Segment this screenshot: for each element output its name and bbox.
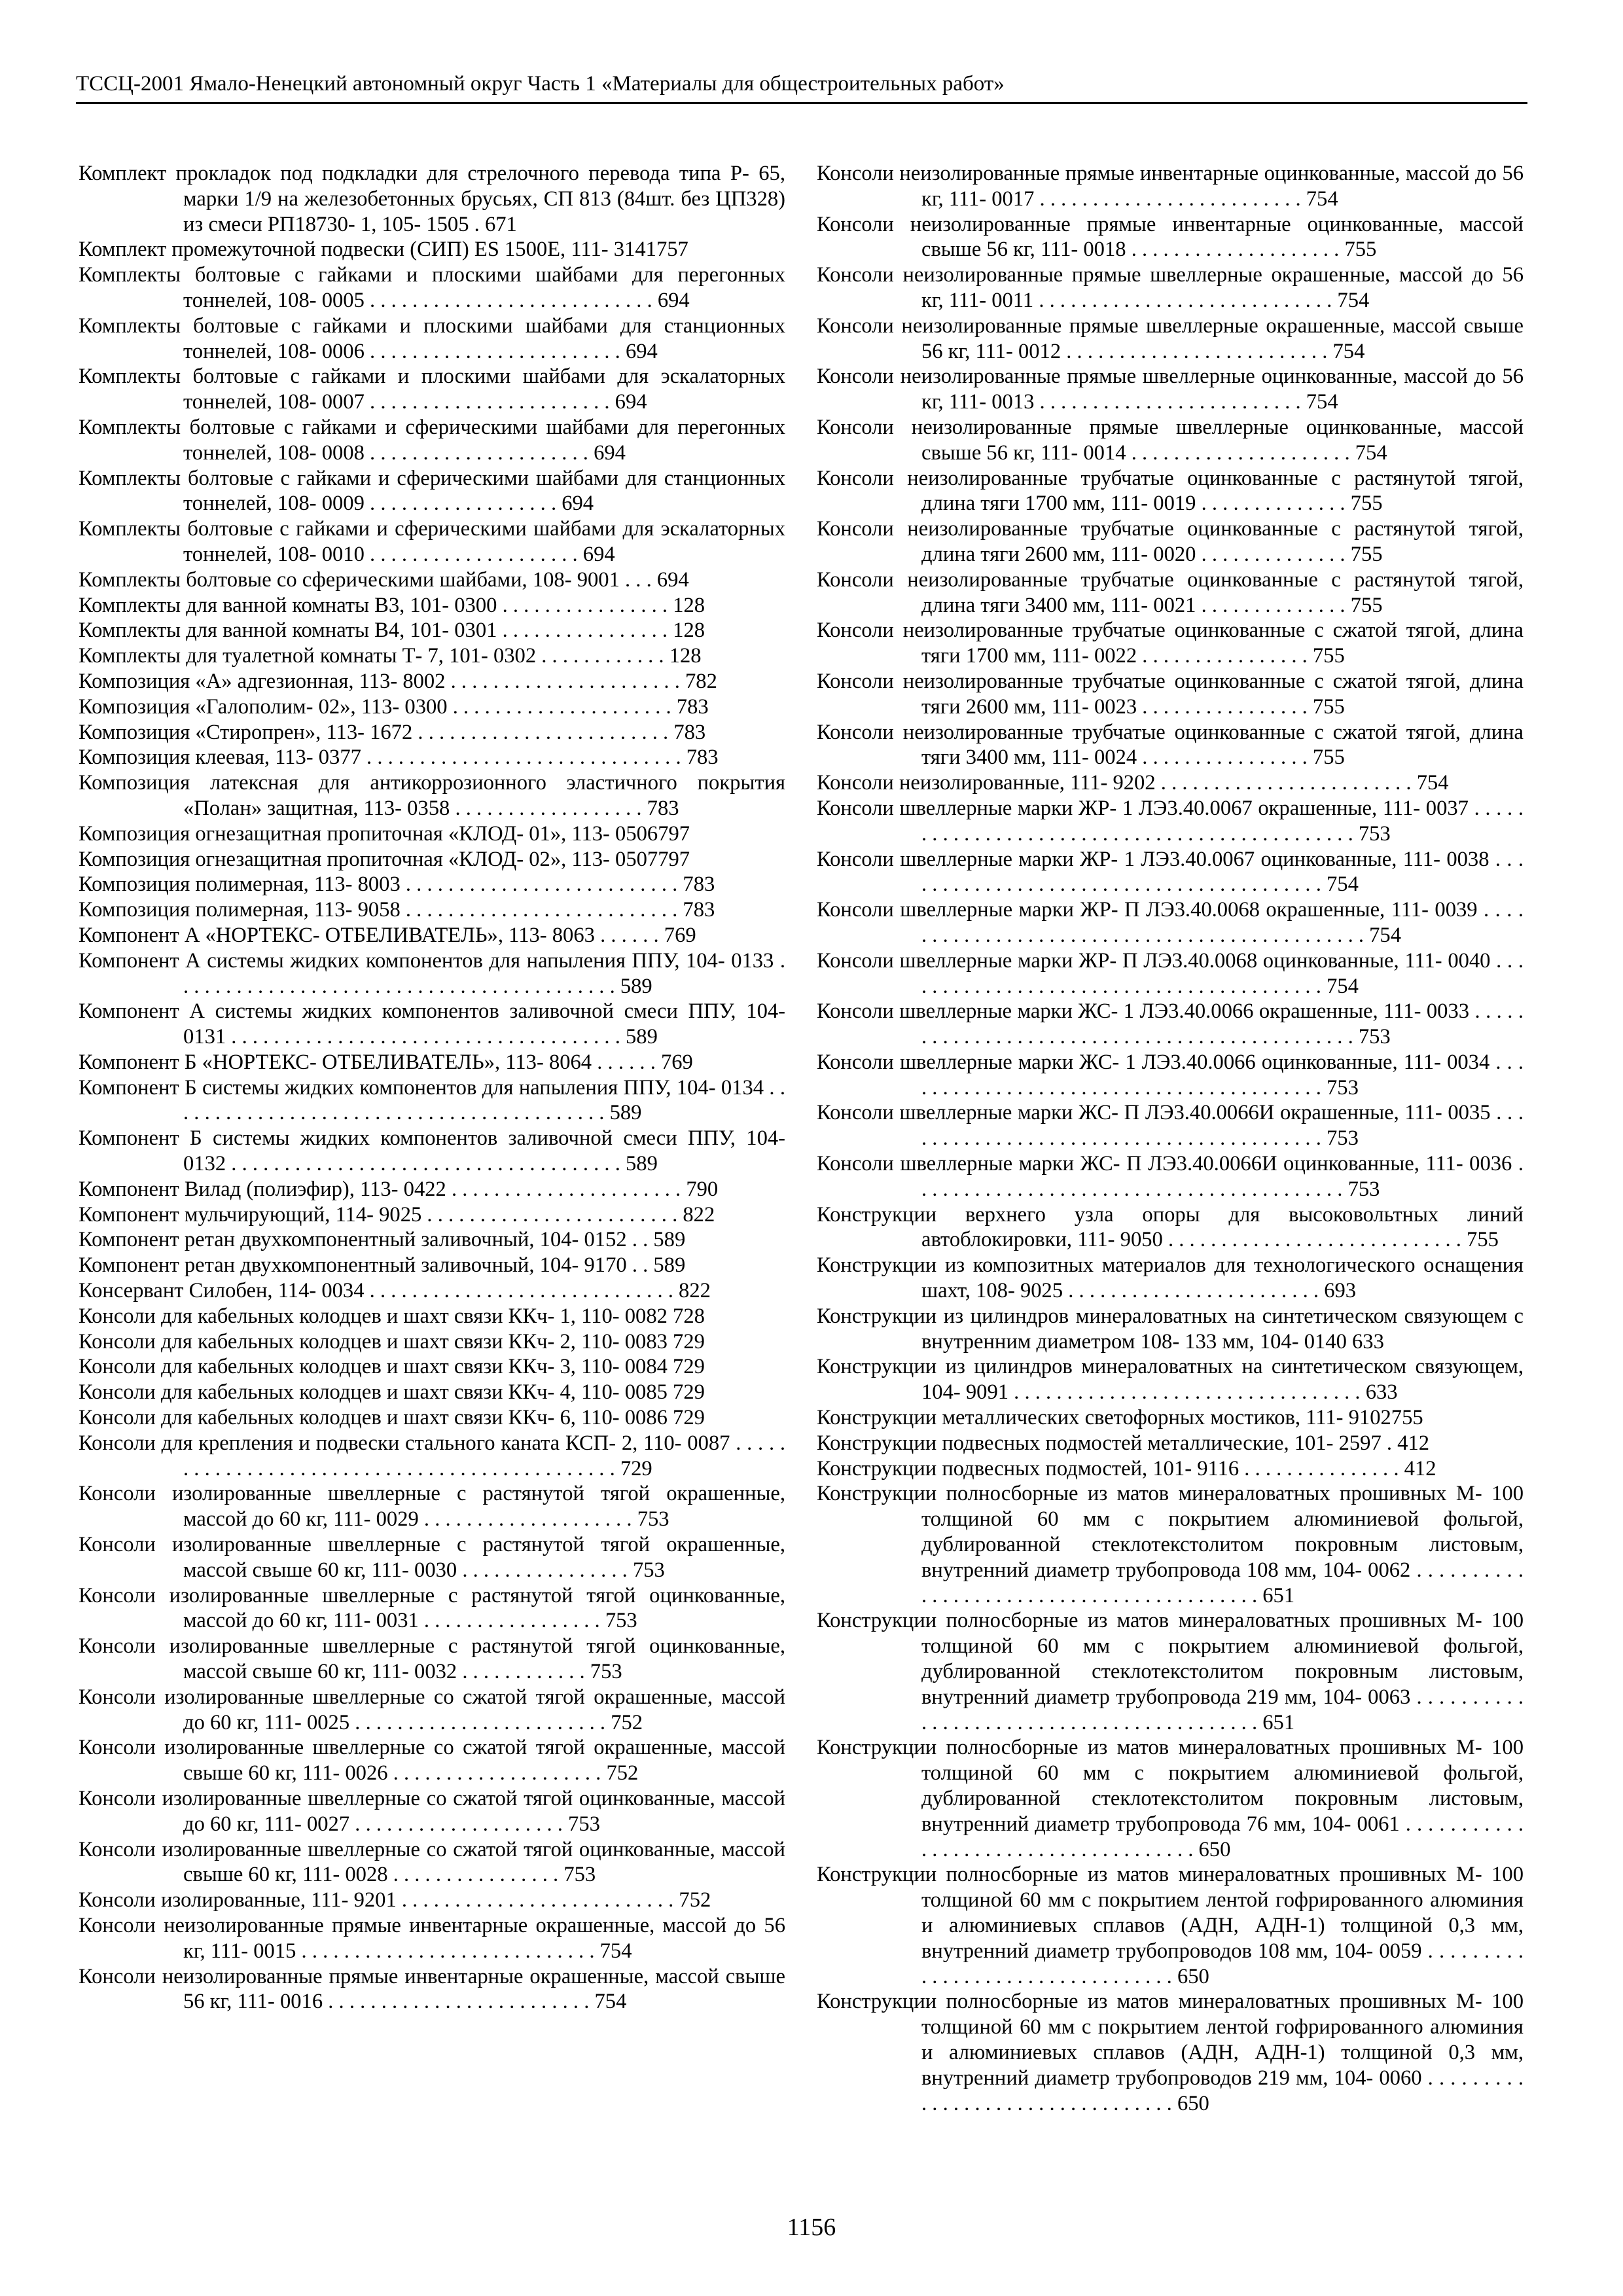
index-entry: Конструкции полносборные из матов минераловатных прошивных М- 100 толщиной 60 мм с покрытием лентой гофрированного алюминия и алюминиевых сплавов (АДН, АДН-1) толщиной 0,3 мм, внутренний диаметр трубопроводов 108 мм, 104- 0059 . . . . . . . . . . . . . . . . . . . . . . . . . . . . . . . . . 650 xyxy=(817,1863,1524,1988)
index-entry: Комплект промежуточной подвески (СИП) ES 1500E, 111- 3141757 xyxy=(79,238,688,262)
index-entry: Консоли неизолированные трубчатые оцинкованные с растянутой тягой, длина тяги 3400 мм, 111- 0021 . . . . . . . . . . . . . . 755 xyxy=(817,567,1524,617)
index-entry: Консоли изолированные швеллерные с растянутой тягой оцинкованные, массой свыше 60 кг, 111- 0032 . . . . . . . . . . . . 753 xyxy=(79,1634,785,1684)
page-number: 1156 xyxy=(787,2214,836,2241)
index-entry: Консоли для крепления и подвески стального каната КСП- 2, 110- 0087 . . . . . . . . . . . . . . . . . . . . . . . . . . . . . . . . . . . . . . . . . . . . . . 729 xyxy=(79,1431,785,1480)
index-entry: Консоли неизолированные прямые инвентарные окрашенные, массой до 56 кг, 111- 0015 . . . . . . . . . . . . . . . . . . . . . . . . . . . . 754 xyxy=(79,1913,785,1963)
index-entry: Консоли изолированные швеллерные с растянутой тягой окрашенные, массой свыше 60 кг, 111- 0030 . . . . . . . . . . . . . . . . 753 xyxy=(79,1533,785,1582)
index-entry: Конструкции из цилиндров минераловатных на синтетическом связующем, 104- 9091 . . . . . . . . . . . . . . . . . . . . . . . . . . . . . . . . . 633 xyxy=(817,1355,1524,1405)
index-entry: Компонент Б системы жидких компонентов заливочной смеси ППУ, 104- 0132 . . . . . . . . . . . . . . . . . . . . . . . . . . . . . . . . . . . . . 589 xyxy=(79,1126,785,1176)
index-entry: Конструкции из композитных материалов для технологического оснащения шахт, 108- 9025 . . . . . . . . . . . . . . . . . . . . . . . . 693 xyxy=(817,1253,1524,1303)
index-entry: Компонент мульчирующий, 114- 9025 . . . . . . . . . . . . . . . . . . . . . . . . 822 xyxy=(79,1202,715,1227)
index-entry: Компонент А системы жидких компонентов заливочной смеси ППУ, 104- 0131 . . . . . . . . . . . . . . . . . . . . . . . . . . . . . . . . . . . . . 589 xyxy=(79,999,785,1049)
index-entry: Консоли швеллерные марки ЖР- 1 ЛЭ3.40.0067 оцинкованные, 111- 0038 . . . . . . . . . . . . . . . . . . . . . . . . . . . . . . . . . . . . . . . . . 754 xyxy=(817,847,1524,897)
index-entry: Консоли изолированные швеллерные со сжатой тягой оцинкованные, массой свыше 60 кг, 111- 0028 . . . . . . . . . . . . . . . . 753 xyxy=(79,1837,785,1887)
index-entry: Комплекты болтовые с гайками и сферическими шайбами для станционных тоннелей, 108- 0009 . . . . . . . . . . . . . . . . . . 694 xyxy=(79,466,785,516)
index-entry: Конструкции полносборные из матов минераловатных прошивных М- 100 толщиной 60 мм с покрытием алюминиевой фольгой, дублированной стеклотекстолитом покровным листовым, внутренний диаметр трубопровода 219 мм, 104- 0063 . . . . . . . . . . . . . . . . . . . . . . . . . . . . . . . . . . . . . . . . . . 651 xyxy=(817,1609,1524,1734)
index-entry: Комплекты болтовые со сферическими шайбами, 108- 9001 . . . 694 xyxy=(79,567,689,592)
index-entry: Консоли для кабельных колодцев и шахт связи ККч- 3, 110- 0084 729 xyxy=(79,1355,705,1379)
index-entry: Комплекты для ванной комнаты В3, 101- 0300 . . . . . . . . . . . . . . . . 128 xyxy=(79,593,705,617)
index-entry: Конструкции подвесных подмостей металлические, 101- 2597 . 412 xyxy=(817,1431,1430,1455)
index-entry: Консоли изолированные швеллерные с растянутой тягой оцинкованные, массой до 60 кг, 111- 0031 . . . . . . . . . . . . . . . . . 753 xyxy=(79,1583,785,1633)
index-entry: Композиция «Галополим- 02», 113- 0300 . . . . . . . . . . . . . . . . . . . . . 783 xyxy=(79,694,709,719)
index-entry: Консоли неизолированные трубчатые оцинкованные с сжатой тягой, длина тяги 2600 мм, 111- 0023 . . . . . . . . . . . . . . . . 755 xyxy=(817,669,1524,719)
index-entry: Консоли для кабельных колодцев и шахт связи ККч- 1, 110- 0082 728 xyxy=(79,1304,705,1328)
index-entry: Композиция огнезащитная пропиточная «КЛОД- 01», 113- 0506797 xyxy=(79,821,690,846)
index-column-right xyxy=(817,161,1524,2116)
index-entry: Комплект прокладок под подкладки для стрелочного перевода типа Р- 65, марки 1/9 на железобетонных брусьях, СП 813 (84шт. без ЦП328) из смеси РП18730- 1, 105- 1505 . 671 xyxy=(79,162,785,236)
index-entry: Комплекты для ванной комнаты В4, 101- 0301 . . . . . . . . . . . . . . . . 128 xyxy=(79,619,705,643)
index-entry: Компонент Вилад (полиэфир), 113- 0422 . . . . . . . . . . . . . . . . . . . . . . 790 xyxy=(79,1177,719,1201)
index-entry: Консоли неизолированные трубчатые оцинкованные с сжатой тягой, длина тяги 3400 мм, 111- 0024 . . . . . . . . . . . . . . . . 755 xyxy=(817,720,1524,770)
index-entry: Консервант Силобен, 114- 0034 . . . . . . . . . . . . . . . . . . . . . . . . . . . . . 822 xyxy=(79,1279,711,1303)
index-entry: Консоли швеллерные марки ЖР- П ЛЭ3.40.0068 оцинкованные, 111- 0040 . . . . . . . . . . . . . . . . . . . . . . . . . . . . . . . . . . . . . . . . . 754 xyxy=(817,948,1524,998)
index-entry: Комплекты болтовые с гайками и сферическими шайбами для перегонных тоннелей, 108- 0008 . . . . . . . . . . . . . . . . . . . . . 694 xyxy=(79,415,785,465)
index-entry: Консоли неизолированные трубчатые оцинкованные с сжатой тягой, длина тяги 1700 мм, 111- 0022 . . . . . . . . . . . . . . . . 755 xyxy=(817,619,1524,668)
index-entry: Композиция огнезащитная пропиточная «КЛОД- 02», 113- 0507797 xyxy=(79,847,690,871)
index-entry: Конструкции из цилиндров минераловатных на синтетическом связующем с внутренним диаметром 108- 133 мм, 104- 0140 633 xyxy=(817,1304,1524,1354)
index-entry: Консоли швеллерные марки ЖС- 1 ЛЭ3.40.0066 оцинкованные, 111- 0034 . . . . . . . . . . . . . . . . . . . . . . . . . . . . . . . . . . . . . . . . . 753 xyxy=(817,1050,1524,1100)
index-entry: Консоли изолированные швеллерные со сжатой тягой окрашенные, массой до 60 кг, 111- 0025 . . . . . . . . . . . . . . . . . . . . . . . . 752 xyxy=(79,1685,785,1734)
index-entry: Конструкции полносборные из матов минераловатных прошивных М- 100 толщиной 60 мм с покрытием лентой гофрированного алюминия и алюминиевых сплавов (АДН, АДН-1) толщиной 0,3 мм, внутренний диаметр трубопроводов 219 мм, 104- 0060 . . . . . . . . . . . . . . . . . . . . . . . . . . . . . . . . . 650 xyxy=(817,1990,1524,2115)
index-entry: Консоли неизолированные прямые швеллерные окрашенные, массой до 56 кг, 111- 0011 . . . . . . . . . . . . . . . . . . . . . . . . . . . . 754 xyxy=(817,263,1524,312)
index-entry: Компонент ретан двухкомпонентный заливочный, 104- 0152 . . 589 xyxy=(79,1228,686,1252)
index-entry: Композиция полимерная, 113- 8003 . . . . . . . . . . . . . . . . . . . . . . . . . . 783 xyxy=(79,872,715,897)
index-entry: Композиция «Стиропрен», 113- 1672 . . . . . . . . . . . . . . . . . . . . . . . . 783 xyxy=(79,720,706,744)
index-entry: Консоли неизолированные, 111- 9202 . . . . . . . . . . . . . . . . . . . . . . . . 754 xyxy=(817,771,1449,795)
index-entry: Композиция клеевая, 113- 0377 . . . . . . . . . . . . . . . . . . . . . . . . . . . . . . 783 xyxy=(79,745,719,770)
index-entry: Конструкции металлических светофорных мостиков, 111- 9102755 xyxy=(817,1406,1423,1430)
index-entry: Консоли неизолированные прямые швеллерные окрашенные, массой свыше 56 кг, 111- 0012 . . . . . . . . . . . . . . . . . . . . . . . . . 754 xyxy=(817,314,1524,363)
index-entry: Консоли неизолированные трубчатые оцинкованные с растянутой тягой, длина тяги 2600 мм, 111- 0020 . . . . . . . . . . . . . . 755 xyxy=(817,517,1524,566)
page-header: ТССЦ-2001 Ямало-Ненецкий автономный округ Часть 1 «Материалы для общестроительных работ» xyxy=(76,69,1527,104)
index-entry: Консоли швеллерные марки ЖР- 1 ЛЭ3.40.0067 окрашенные, 111- 0037 . . . . . . . . . . . . . . . . . . . . . . . . . . . . . . . . . . . . . . . . . . . . . . 753 xyxy=(817,796,1524,846)
index-column-left xyxy=(79,161,785,2015)
index-entry: Консоли неизолированные прямые швеллерные оцинкованные, массой свыше 56 кг, 111- 0014 . . . . . . . . . . . . . . . . . . . . . 754 xyxy=(817,415,1524,465)
index-entry: Композиция «А» адгезионная, 113- 8002 . . . . . . . . . . . . . . . . . . . . . . 782 xyxy=(79,669,717,693)
index-entry: Компонент А «НОРТЕКС- ОТБЕЛИВАТЕЛЬ», 113- 8063 . . . . . . 769 xyxy=(79,923,696,947)
index-entry: Консоли для кабельных колодцев и шахт связи ККч- 2, 110- 0083 729 xyxy=(79,1329,705,1354)
index-entry: Компонент Б «НОРТЕКС- ОТБЕЛИВАТЕЛЬ», 113- 8064 . . . . . . 769 xyxy=(79,1050,693,1074)
index-entry: Консоли для кабельных колодцев и шахт связи ККч- 6, 110- 0086 729 xyxy=(79,1406,705,1430)
index-entry: Консоли швеллерные марки ЖС- П ЛЭ3.40.0066И оцинкованные, 111- 0036 . . . . . . . . . . . . . . . . . . . . . . . . . . . . . . . . . . . . . . . . . 753 xyxy=(817,1152,1524,1201)
index-entry: Консоли неизолированные прямые инвентарные оцинкованные, массой до 56 кг, 111- 0017 . . . . . . . . . . . . . . . . . . . . . . . . . 754 xyxy=(817,162,1524,211)
index-entry: Конструкции полносборные из матов минераловатных прошивных М- 100 толщиной 60 мм с покрытием алюминиевой фольгой, дублированной стеклотекстолитом покровным листовым, внутренний диаметр трубопровода 108 мм, 104- 0062 . . . . . . . . . . . . . . . . . . . . . . . . . . . . . . . . . . . . . . . . . . 651 xyxy=(817,1482,1524,1607)
index-entry: Композиция латексная для антикоррозионного эластичного покрытия «Полан» защитная, 113- 0358 . . . . . . . . . . . . . . . . . . 783 xyxy=(79,771,785,820)
index-entry: Комплекты болтовые с гайками и плоскими шайбами для станционных тоннелей, 108- 0006 . . . . . . . . . . . . . . . . . . . . . . . . 694 xyxy=(79,314,785,363)
index-entry: Консоли для кабельных колодцев и шахт связи ККч- 4, 110- 0085 729 xyxy=(79,1380,705,1405)
index-entry: Конструкции верхнего узла опоры для высоковольтных линий автоблокировки, 111- 9050 . . . . . . . . . . . . . . . . . . . . . . . . . . . . 755 xyxy=(817,1202,1524,1252)
index-entry: Конструкции подвесных подмостей, 101- 9116 . . . . . . . . . . . . . . . 412 xyxy=(817,1456,1436,1480)
index-entry: Консоли изолированные швеллерные со сжатой тягой оцинкованные, массой до 60 кг, 111- 0027 . . . . . . . . . . . . . . . . . . . . 753 xyxy=(79,1787,785,1836)
index-entry: Композиция полимерная, 113- 9058 . . . . . . . . . . . . . . . . . . . . . . . . . . 783 xyxy=(79,898,715,922)
index-entry: Консоли неизолированные прямые швеллерные оцинкованные, массой до 56 кг, 111- 0013 . . . . . . . . . . . . . . . . . . . . . . . . . 754 xyxy=(817,365,1524,414)
index-entry: Комплекты болтовые с гайками и плоскими шайбами для эскалаторных тоннелей, 108- 0007 . . . . . . . . . . . . . . . . . . . . . . . 694 xyxy=(79,365,785,414)
index-entry: Компонент ретан двухкомпонентный заливочный, 104- 9170 . . 589 xyxy=(79,1253,686,1278)
index-entry: Компонент Б системы жидких компонентов для напыления ППУ, 104- 0134 . . . . . . . . . . . . . . . . . . . . . . . . . . . . . . . . . . . . . . . . . . 589 xyxy=(79,1075,785,1125)
index-entry: Консоли швеллерные марки ЖС- 1 ЛЭ3.40.0066 окрашенные, 111- 0033 . . . . . . . . . . . . . . . . . . . . . . . . . . . . . . . . . . . . . . . . . . . . . . 753 xyxy=(817,999,1524,1049)
index-entry: Консоли изолированные швеллерные с растянутой тягой окрашенные, массой до 60 кг, 111- 0029 . . . . . . . . . . . . . . . . . . . . 753 xyxy=(79,1482,785,1532)
index-entry: Комплекты болтовые с гайками и сферическими шайбами для эскалаторных тоннелей, 108- 0010 . . . . . . . . . . . . . . . . . . . . 694 xyxy=(79,517,785,566)
index-entry: Консоли неизолированные прямые инвентарные оцинкованные, массой свыше 56 кг, 111- 0018 . . . . . . . . . . . . . . . . . . . . 755 xyxy=(817,212,1524,262)
index-entry: Компонент А системы жидких компонентов для напыления ППУ, 104- 0133 . . . . . . . . . . . . . . . . . . . . . . . . . . . . . . . . . . . . . . . . . . 589 xyxy=(79,948,785,998)
index-entry: Консоли неизолированные прямые инвентарные окрашенные, массой свыше 56 кг, 111- 0016 . . . . . . . . . . . . . . . . . . . . . . . . . 754 xyxy=(79,1964,785,2014)
index-entry: Комплекты для туалетной комнаты Т- 7, 101- 0302 . . . . . . . . . . . . 128 xyxy=(79,644,702,668)
index-entry: Консоли швеллерные марки ЖС- П ЛЭ3.40.0066И окрашенные, 111- 0035 . . . . . . . . . . . . . . . . . . . . . . . . . . . . . . . . . . . . . . . . . 753 xyxy=(817,1101,1524,1151)
index-entry: Комплекты болтовые с гайками и плоскими шайбами для перегонных тоннелей, 108- 0005 . . . . . . . . . . . . . . . . . . . . . . . . . . . 694 xyxy=(79,263,785,312)
index-entry: Конструкции полносборные из матов минераловатных прошивных М- 100 толщиной 60 мм с покрытием алюминиевой фольгой, дублированной стеклотекстолитом покровным листовым, внутренний диаметр трубопровода 76 мм, 104- 0061 . . . . . . . . . . . . . . . . . . . . . . . . . . . . . . . . . . . . . 650 xyxy=(817,1736,1524,1861)
index-entry: Консоли швеллерные марки ЖР- П ЛЭ3.40.0068 окрашенные, 111- 0039 . . . . . . . . . . . . . . . . . . . . . . . . . . . . . . . . . . . . . . . . . . . . . . 754 xyxy=(817,898,1524,947)
index-entry: Консоли изолированные, 111- 9201 . . . . . . . . . . . . . . . . . . . . . . . . . . 752 xyxy=(79,1888,711,1912)
index-entry: Консоли неизолированные трубчатые оцинкованные с растянутой тягой, длина тяги 1700 мм, 111- 0019 . . . . . . . . . . . . . . 755 xyxy=(817,466,1524,516)
index-entry: Консоли изолированные швеллерные со сжатой тягой окрашенные, массой свыше 60 кг, 111- 0026 . . . . . . . . . . . . . . . . . . . . 752 xyxy=(79,1736,785,1785)
